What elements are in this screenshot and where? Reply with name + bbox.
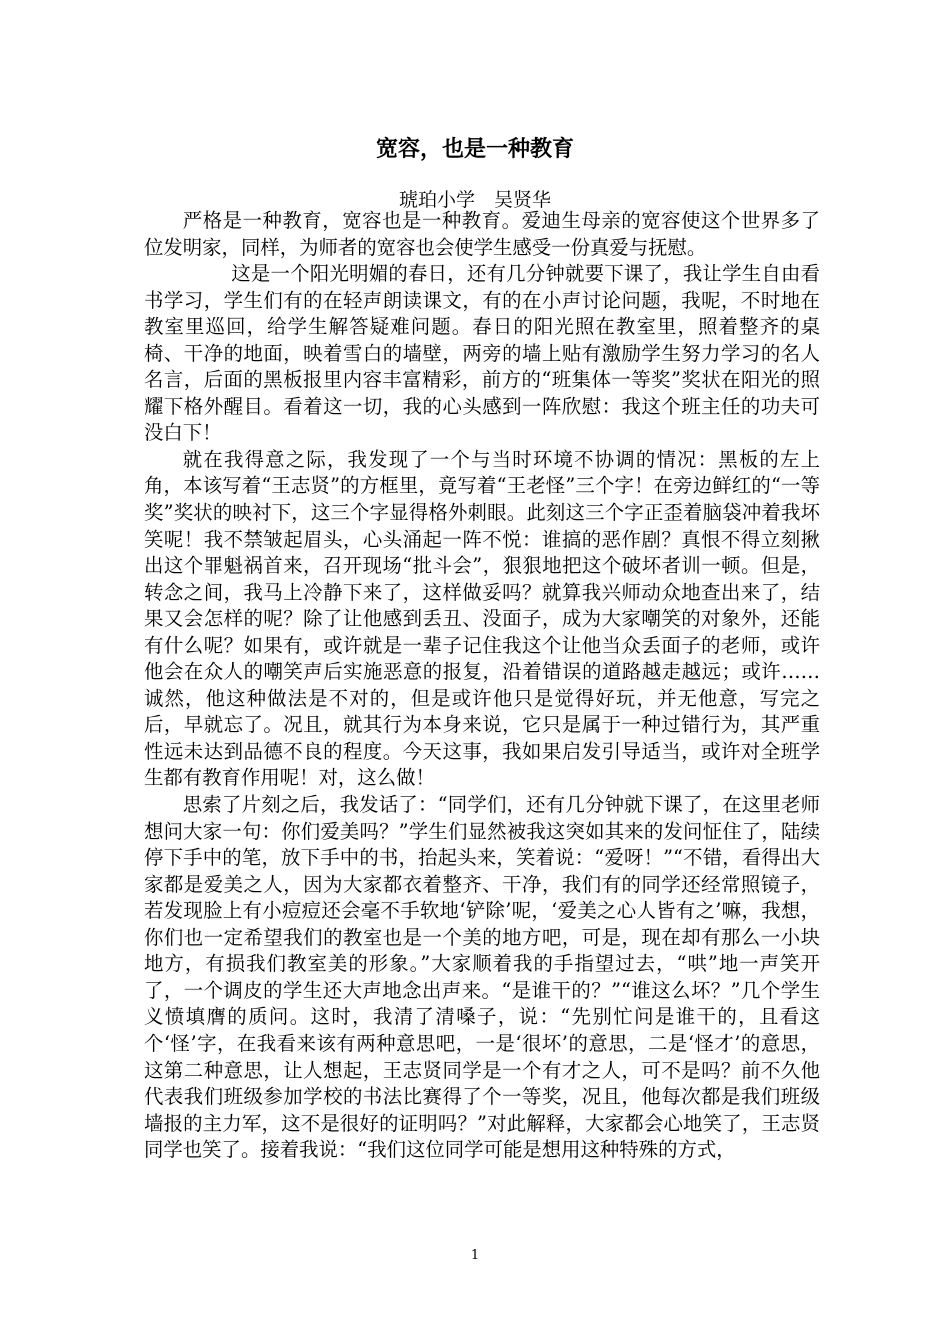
- document-title: 宽容，也是一种教育: [375, 137, 574, 162]
- document-body: [144, 208, 820, 1164]
- paragraph-1: 严格是一种教育，宽容也是一种教育。爱迪生母亲的宽容使这个世界多了位发明家，同样，为师者的宽容也会使学生感受一份真爱与抚慰。: [144, 209, 820, 259]
- paragraph-4: 思索了片刻之后，我发话了：“同学们，还有几分钟就下课了，在这里老师想问大家一句：你们爱美吗？”学生们显然被我这突如其来的发问怔住了，陆续停下手中的笔，放下手中的书，抬起头来，笑着说：“爱呀！”“不错，看得出大家都是爱美之人，因为大家都衣着整齐、干净，我们有的同学还经常照镜子，若发现脸上有小痘痘还会毫不手软地‘铲除’呢，‘爱美之心人皆有之’嘛，我想，你们也一定希望我们的教室也是一个美的地方吧，可是，现在却有那么一小块地方，有损我们教室美的形象。”大家顺着我的手指望过去，“哄”地一声笑开了，一个调皮的学生还大声地念出声来。“是谁干的？”“谁这么坏？”几个学生义愤填膺的质问。这时，我清了清嗓子，说：“先别忙问是谁干的，且看这个‘怪’字，在我看来该有两种意思吧，一是‘很坏’的意思，二是‘怪才’的意思，这第二种意思，让人想起，王志贤同学是一个有才之人，可不是吗？前不久他代表我们班级参加学校的书法比赛得了个一等奖，况且，他每次都是我们班级墙报的主力军，这不是很好的证明吗？”对此解释，大家都会心地笑了，王志贤同学也笑了。接着我说：“我们这位同学可能是想用这种特殊的方式，: [144, 793, 820, 1162]
- paragraph-3: 就在我得意之际，我发现了一个与当时环境不协调的情况：黑板的左上角，本该写着“王志贤”的方框里，竟写着“王老怪”三个字！在旁边鲜红的“一等奖”奖状的映衬下，这三个字显得格外刺眼。此刻这三个字正歪着脑袋冲着我坏笑呢！我不禁皱起眉头，心头涌起一阵不悦：谁搞的恶作剧？真恨不得立刻揪出这个罪魁祸首来，召开现场“批斗会”，狠狠地把这个破坏者训一顿。但是，转念之间，我马上冷静下来了，这样做妥吗？就算我兴师动众地查出来了，结果又会怎样的呢？除了让他感到丢丑、没面子，成为大家嘲笑的对象外，还能有什么呢？如果有，或许就是一辈子记住我这个让他当众丢面子的老师，或许他会在众人的嘲笑声后实施恶意的报复，沿着错误的道路越走越远；或许……诚然，他这种做法是不对的，但是或许他只是觉得好玩，并无他意，写完之后，早就忘了。况且，就其行为本身来说，它只是属于一种过错行为，其严重性远未达到品德不良的程度。今天这事，我如果启发引导适当，或许对全班学生都有教育作用呢！对，这么做！: [144, 447, 820, 790]
- page-number: 1: [470, 1248, 480, 1263]
- author-byline: 琥珀小学 吴贤华: [398, 189, 551, 211]
- paragraph-2: 这是一个阳光明媚的春日，还有几分钟就要下课了，我让学生自由看书学习，学生们有的在轻声朗读课文，有的在小声讨论问题，我呢，不时地在教室里巡回，给学生解答疑难问题。春日的阳光照在教室里，照着整齐的桌椅、干净的地面，映着雪白的墙壁，两旁的墙上贴有激励学生努力学习的名人名言，后面的黑板报里内容丰富精彩，前方的“班集体一等奖”奖状在阳光的照耀下格外醒目。看着这一切，我的心头感到一阵欣慰：我这个班主任的功夫可没白下！: [144, 262, 820, 445]
